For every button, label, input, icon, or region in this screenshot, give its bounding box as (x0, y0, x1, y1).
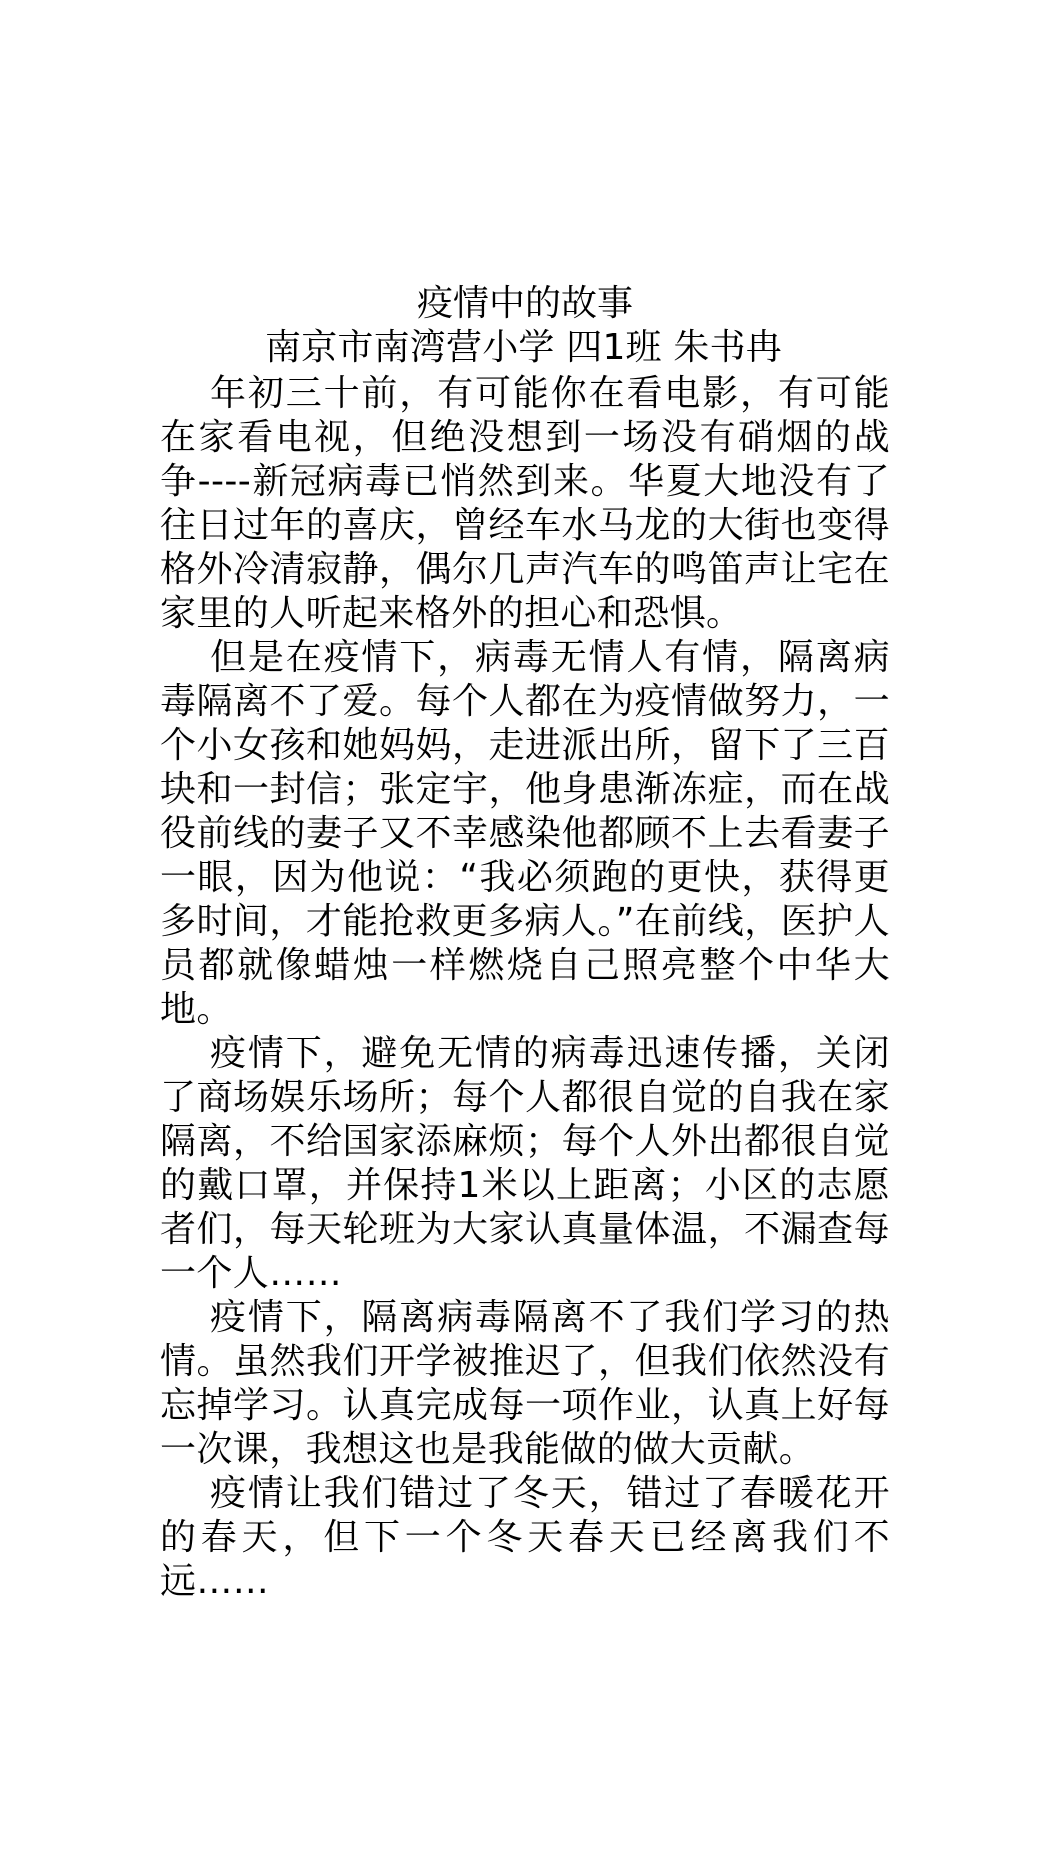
page-title: 疫情中的故事 (416, 283, 633, 324)
paragraph-1: 年初三十前，有可能你在看电影，有可能在家看电视，但绝没想到一场没有硝烟的战争----新冠病毒已悄然到来。华夏大地没有了往日过年的喜庆，曾经车水马龙的大街也变得格外冷清寂静，偶尔几声汽车的鸣笛声让宅在家里的人听起来格外的担心和恐惧。 (160, 373, 890, 634)
paragraph-3: 疫情下，避免无情的病毒迅速传播，关闭了商场娱乐场所；每个人都很自觉的自我在家隔离，不给国家添麻烦；每个人外出都很自觉的戴口罩，并保持1米以上距离；小区的志愿者们，每天轮班为大家认真量体温，不漏查每一个人…… (160, 1033, 890, 1294)
paragraph-5: 疫情让我们错过了冬天，错过了春暖花开的春天，但下一个冬天春天已经离我们不远…… (160, 1473, 890, 1602)
paragraph-4: 疫情下，隔离病毒隔离不了我们学习的热情。虽然我们开学被推迟了，但我们依然没有忘掉学习。认真完成每一项作业，认真上好每一次课，我想这也是我能做的做大贡献。 (160, 1297, 890, 1470)
paragraph-2: 但是在疫情下，病毒无情人有情，隔离病毒隔离不了爱。每个人都在为疫情做努力，一个小女孩和她妈妈，走进派出所，留下了三百块和一封信；张定宇，他身患渐冻症，而在战役前线的妻子又不幸感染他都顾不上去看妻子一眼，因为他说：“我必须跑的更快，获得更多时间，才能抢救更多病人。”在前线，医护人员都就像蜡烛一样燃烧自己照亮整个中华大地。 (160, 637, 890, 1030)
author-byline: 南京市南湾营小学 四1班 朱书冉 (265, 327, 782, 368)
document-body (160, 372, 890, 1604)
